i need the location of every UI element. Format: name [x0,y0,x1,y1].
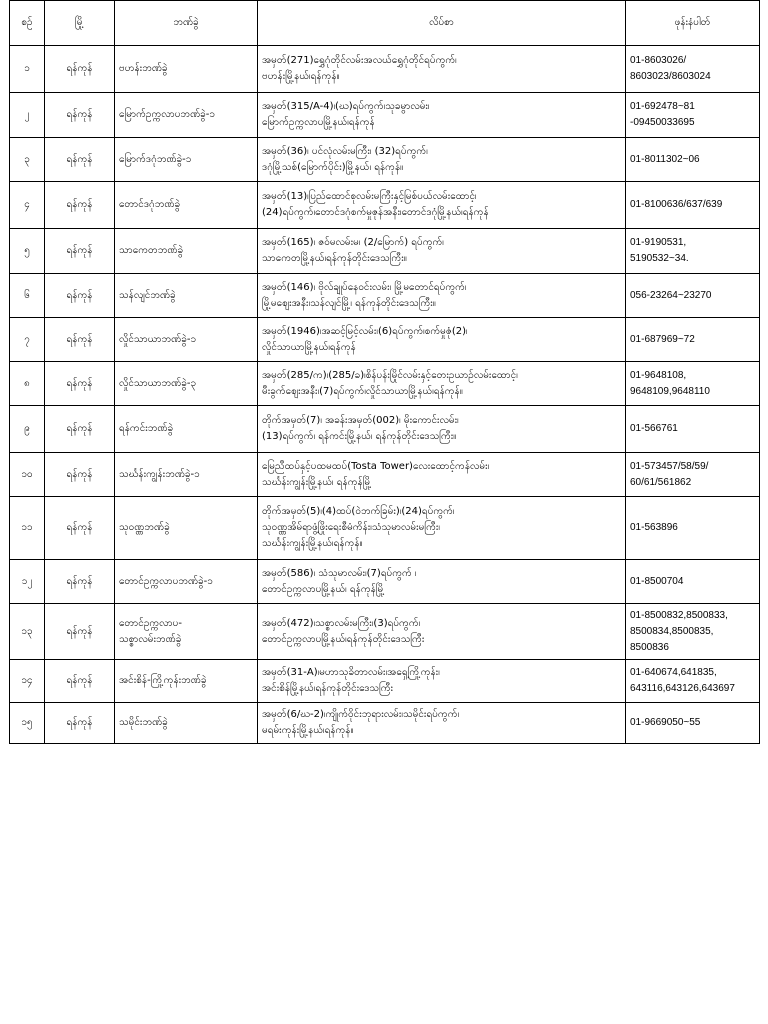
address-cell [258,229,626,274]
phone-cell-line: 01-563896 [630,522,678,533]
branch-name-cell-line: မြောက်ဥက္ကလာပဘဏ်ခွဲ-၁ [119,109,216,120]
header-phone: ဖုန်းနံပါတ် [626,1,760,46]
table-row [10,497,760,560]
address-cell [258,362,626,406]
address-cell-line: မြို့မဈေးအနီး၊သန်လျင်မြို့၊ ရန်ကုန်တိုင်းဒေသကြီး။ [262,297,436,309]
table-row [10,560,760,604]
row-number: ၁၁ [10,497,45,560]
row-number: ၁၃ [10,604,45,660]
address-cell-line: အမှတ်(146)၊ ဗိုလ်ချုပ်နေဝင်းလမ်း၊ မြို့မတောင်ရပ်ကွက်၊ [262,281,467,293]
address-cell-line: မီးခွက်ဈေးအနီး၊(7)ရပ်ကွက်၊လှိုင်သာယာမြို့နယ်၊ရန်ကုန်။ [262,385,463,397]
branch-name-cell-line: သာကေတဘဏ်ခွဲ [119,245,184,256]
header-no: စဉ် [10,1,45,46]
branch-name-cell-line: တောင်ဒဂုံဘဏ်ခွဲ [119,199,181,210]
address-cell-line: မြေညီထပ်နှင့်ပထမထပ်(Tosta Tower)လေးထောင့်ကန်လမ်း၊ [262,460,490,472]
phone-cell [626,660,760,703]
city-cell: ရန်ကုန် [45,93,115,138]
address-cell-line: သာကေတမြို့နယ်၊ရန်ကုန်တိုင်းဒေသကြီး။ [262,253,407,264]
address-cell [258,318,626,362]
row-number: ၄ [10,182,45,229]
branch-name-cell [115,604,258,660]
address-cell [258,93,626,138]
branch-name-cell [115,660,258,703]
table-row [10,362,760,406]
phone-cell-line: 01-8603026/ [630,55,687,66]
branch-name-cell-line: မြောက်ဒဂုံဘဏ်ခွဲ-၁ [119,153,192,165]
address-cell-line: တောင်ဥက္ကလာပမြို့နယ်၊ရန်ကုန်တိုင်းဒေသကြီး [262,633,425,645]
city-cell: ရန်ကုန် [45,604,115,660]
header-branch: ဘဏ်ခွဲ [115,1,258,46]
phone-cell-line: 643116,643126,643697 [630,683,735,694]
table-row [10,318,760,362]
city-cell: ရန်ကုန် [45,138,115,182]
branch-name-cell [115,453,258,497]
address-cell-line: အမှတ်(586)၊ သံသုမာလမ်း၊(7)ရပ်ကွက် ၊ [262,567,417,579]
header-address: လိပ်စာ [258,1,626,46]
address-cell-line: အမှတ်(31-A)၊မဟာသုခိတာလမ်း၊အရှေ့ကြို့ကုန်း၊ [262,667,440,678]
city-cell: ရန်ကုန် [45,362,115,406]
phone-cell [626,703,760,744]
city-cell: ရန်ကုန် [45,229,115,274]
address-cell [258,660,626,703]
city-cell: ရန်ကုန် [45,560,115,604]
branch-name-cell-line: ရန်ကင်းဘဏ်ခွဲ [119,423,174,434]
table-body [10,46,760,744]
row-number: ၅ [10,229,45,274]
branch-name-cell-line: တောင်ဥက္ကလာပဘဏ်ခွဲ-၁ [119,575,213,587]
address-cell-line: လှိုင်သာယာမြို့နယ်၊ရန်ကုန် [262,341,356,353]
branch-name-cell-line: တောင်ဥက္ကလာပ- [119,617,182,629]
branch-name-cell [115,703,258,744]
address-cell-line: အမှတ်(285/က)၊(285/ခ)၊စိန်ပန်းမြိုင်လမ်းနှင့်တေးဥယာဉ်လမ်းထောင့်၊ [262,369,518,381]
table-row [10,229,760,274]
branch-name-cell [115,274,258,318]
phone-cell [626,46,760,93]
address-cell-line: တောင်ဥက္ကလာပမြို့နယ်၊ ရန်ကုန်မြို့ [262,583,385,595]
city-cell: ရန်ကုန် [45,703,115,744]
phone-cell-line: 01-8100636/637/639 [630,199,723,210]
phone-cell [626,93,760,138]
address-cell-line: ဗဟန်းမြို့နယ်၊ရန်ကုန်။ [262,71,340,82]
row-number: ၁၅ [10,703,45,744]
address-cell-line: သင်္ဃန်းကျွန်းမြို့နယ်၊ ရန်ကုန်မြို့ [262,476,372,488]
address-cell [258,46,626,93]
phone-cell-line: 01-9190531, [630,237,687,248]
phone-cell-line: 01-692478~81 [630,101,695,112]
branch-name-cell [115,229,258,274]
table-row [10,406,760,453]
address-cell-line: မြောက်ဥက္ကလာပမြို့နယ်၊ရန်ကုန် [262,117,375,128]
table-row [10,46,760,93]
row-number: ၁၀ [10,453,45,497]
phone-cell-line: 01-8011302~06 [630,153,700,165]
address-cell-line: အမှတ်(271)ရွှေဂုံတိုင်လမ်းအလယ်ရွှေဂုံတိုင်ရပ်ကွက်၊ [262,55,457,66]
row-number: ၁၂ [10,560,45,604]
address-cell-line: အင်းစိန်မြို့နယ်၊ရန်ကုန်တိုင်းဒေသကြီး [262,683,394,694]
branch-name-cell-line: လှိုင်သာယာဘဏ်ခွဲ-၃ [119,377,197,389]
phone-cell [626,138,760,182]
address-cell [258,138,626,182]
address-cell [258,560,626,604]
phone-cell [626,182,760,229]
phone-cell-line: 01-566761 [630,423,678,434]
table-row [10,138,760,182]
phone-cell [626,362,760,406]
phone-cell-line: 01-9648108, [630,369,687,381]
phone-cell-line: 01-640674,641835, [630,667,717,678]
address-cell-line: အမှတ်(315/A-4)၊(ဃ)ရပ်ကွက်၊သုခမွာလမ်း၊ [262,101,430,112]
phone-cell-line: 9648109,9648110 [630,385,710,397]
city-cell: ရန်ကုန် [45,46,115,93]
row-number: ၈ [10,362,45,406]
city-cell: ရန်ကုန် [45,497,115,560]
address-cell-line: မရမ်းကုန်းမြို့နယ်၊ရန်ကုန်။ [262,725,354,736]
city-cell: ရန်ကုန် [45,318,115,362]
row-number: ၁၄ [10,660,45,703]
row-number: ၂ [10,93,45,138]
branch-name-cell-line: သစ္စာလမ်းဘဏ်ခွဲ [119,633,182,645]
address-cell-line: ဒဂုံမြို့သစ်(မြောက်ပိုင်း)မြို့နယ်၊ ရန်ကုန်။ [262,161,404,173]
city-cell: ရန်ကုန် [45,182,115,229]
branch-name-cell [115,46,258,93]
address-cell-line: (13)ရပ်ကွက်၊ ရန်ကင်းမြို့နယ်၊ ရန်ကုန်တိုင်းဒေသကြီး။ [262,431,457,442]
table-row [10,660,760,703]
branch-name-cell-line: သန်လျင်ဘဏ်ခွဲ [119,289,176,301]
branch-name-cell-line: သမိုင်းဘဏ်ခွဲ [119,717,168,728]
address-cell-line: အမှတ်(6/ဃ-2)၊ကျိုက်ဝိုင်းဘုရားလမ်း၊သမိုင်းရပ်ကွက်၊ [262,709,460,720]
branch-name-cell [115,93,258,138]
address-cell [258,453,626,497]
phone-cell-line: 056-23264~23270 [630,289,712,301]
address-cell [258,604,626,660]
address-cell-line: (24)ရပ်ကွက်၊တောင်ဒဂုံစက်မှုဇုန်အနီး၊တောင်ဒဂုံမြို့နယ်၊ရန်ကုန် [262,207,489,218]
address-cell-line: အမှတ်(1946)၊အဆင့်မြင့်လမ်း၊(6)ရပ်ကွက်၊စက်မှုဇုံ(2)၊ [262,325,468,337]
phone-cell [626,318,760,362]
address-cell [258,497,626,560]
address-cell-line: သုဝဏ္ဏအိမ်ရာဖွံ့ဖြိုးရေးစီမံကိန်း၊သံသုမာလမ်းမကြီး၊ [262,522,440,533]
table-row [10,604,760,660]
table-row [10,703,760,744]
row-number: ၉ [10,406,45,453]
phone-cell-line: 5190532~34. [630,253,689,264]
branch-name-cell-line: လှိုင်သာယာဘဏ်ခွဲ-၁ [119,333,197,345]
phone-cell [626,453,760,497]
table-header [10,1,760,46]
branch-name-cell [115,362,258,406]
address-cell-line: အမှတ်(472)၊သစ္စာလမ်းမကြီး၊(3)ရပ်ကွက်၊ [262,617,421,629]
address-cell [258,182,626,229]
row-number: ၇ [10,318,45,362]
address-cell-line: တိုက်အမှတ်(7)၊ အခန်းအမှတ်(002)၊ မိုးကောင်းလမ်း၊ [262,415,459,426]
city-cell: ရန်ကုန် [45,406,115,453]
table-row [10,182,760,229]
address-cell [258,703,626,744]
branch-name-cell-line: သုဝဏ္ဏဘဏ်ခွဲ [119,522,170,533]
city-cell: ရန်ကုန် [45,453,115,497]
branch-name-cell-line: သင်္ဃန်းကျွန်းဘဏ်ခွဲ-၁ [119,468,200,480]
address-cell-line: အမှတ်(165)၊ ဇဝ်မလမ်းမ၊ (2/မြောက်) ရပ်ကွက်၊ [262,237,444,248]
phone-cell-line: 60/61/561862 [630,476,692,488]
branch-name-cell-line: အင်းစိန်-ကြို့ကုန်းဘဏ်ခွဲ [119,675,207,686]
phone-cell-line: 8500834,8500835, [630,625,714,637]
table-row [10,453,760,497]
branch-name-cell [115,497,258,560]
address-cell-line: အမှတ်(36)၊ ပင်လုံလမ်းမကြီး၊ (32)ရပ်ကွက်၊ [262,145,428,157]
row-number: ၆ [10,274,45,318]
phone-cell [626,604,760,660]
branch-name-cell [115,560,258,604]
phone-cell-line: 01-573457/58/59/ [630,460,709,472]
branch-name-cell [115,318,258,362]
row-number: ၃ [10,138,45,182]
row-number: ၁ [10,46,45,93]
phone-cell [626,560,760,604]
header-city: မြို့ [45,1,115,46]
branch-name-cell [115,138,258,182]
branch-name-cell-line: ဗဟန်းဘဏ်ခွဲ [119,63,168,74]
table-row [10,274,760,318]
phone-cell [626,406,760,453]
address-cell [258,274,626,318]
phone-cell-line: 01-8500704 [630,575,684,587]
address-cell [258,406,626,453]
address-cell-line: အမှတ်(13)၊ပြည်ထောင်စုလမ်းမကြီးနှင့်မြစ်ပယ်လမ်းထောင့်၊ [262,191,477,202]
city-cell: ရန်ကုန် [45,274,115,318]
address-cell-line: တိုက်အမှတ်(5)၊(4)ထပ်(ဝဲဘက်ခြမ်း)၊(24)ရပ်ကွက်၊ [262,506,455,517]
branch-name-cell [115,406,258,453]
phone-cell [626,497,760,560]
phone-cell-line: 8603023/8603024 [630,71,711,82]
phone-cell-line: 01-687969~72 [630,333,695,345]
branch-name-cell [115,182,258,229]
address-cell-line: သင်္ဃန်းကျွန်းမြို့နယ်၊ရန်ကုန်။ [262,538,363,549]
phone-cell-line: 8500836 [630,641,669,653]
phone-cell-line: -09450033695 [630,117,695,128]
city-cell: ရန်ကုန် [45,660,115,703]
phone-cell [626,274,760,318]
phone-cell [626,229,760,274]
table-row [10,93,760,138]
phone-cell-line: 01-8500832,8500833, [630,609,728,621]
header-row [10,1,760,46]
branch-table [9,0,760,744]
phone-cell-line: 01-9669050~55 [630,717,701,728]
